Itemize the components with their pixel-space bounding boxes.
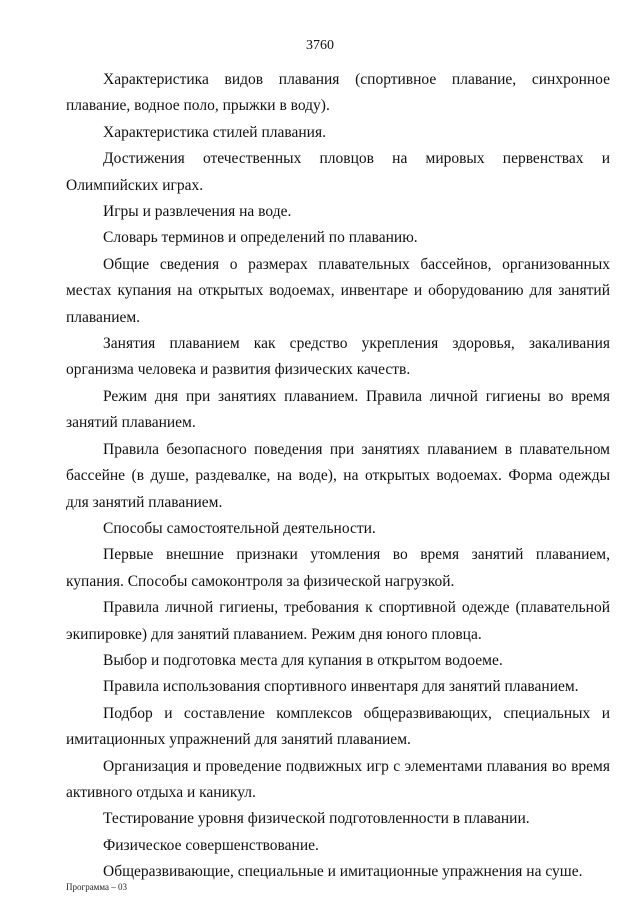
paragraph: Физическое совершенствование. [103, 836, 319, 854]
document-body [66, 67, 610, 886]
paragraph: Характеристика стилей плавания. [103, 123, 326, 141]
paragraph: Правила безопасного поведения при занятиях плаванием в плавательном бассейне (в душе, раздевалке, на воде), на открытых водоемах. Форма одежды для занятий плаванием. [66, 440, 610, 511]
paragraph: Режим дня при занятиях плаванием. Правила личной гигиены во время занятий плаванием. [66, 387, 610, 432]
paragraph: Организация и проведение подвижных игр с элементами плавания во время активного отдыха и каникул. [66, 757, 610, 801]
paragraph: Тестирование уровня физической подготовленности в плавании. [103, 810, 530, 828]
paragraph: Достижения отечественных пловцов на мировых первенствах и Олимпийских играх. [66, 150, 610, 194]
paragraph: Первые внешние признаки утомления во время занятий плаванием, купания. Способы самоконтроля за физической нагрузкой. [66, 546, 610, 590]
paragraph: Общие сведения о размерах плавательных бассейнов, организованных местах купания на открытых водоемах, инвентаре и оборудованию для занятий плаванием. [66, 255, 610, 326]
page-footer: Программа – 03 [66, 882, 128, 892]
paragraph: Подбор и составление комплексов общеразвивающих, специальных и имитационных упражнений для занятий плаванием. [66, 704, 610, 749]
paragraph: Занятия плаванием как средство укрепления здоровья, закаливания организма человека и развития физических качеств. [66, 335, 610, 379]
paragraph: Игры и развлечения на воде. [103, 203, 292, 221]
paragraph: Правила использования спортивного инвентаря для занятий плаванием. [103, 678, 579, 696]
paragraph: Общеразвивающие, специальные и имитационные упражнения на суше. [103, 863, 583, 881]
paragraph: Правила личной гигиены, требования к спортивной одежде (плавательной экипировке) для занятий плаванием. Режим дня юного пловца. [66, 599, 610, 643]
paragraph: Характеристика видов плавания (спортивное плавание, синхронное плавание, водное поло, прыжки в воду). [66, 71, 610, 115]
page-number: 3760 [306, 38, 334, 53]
paragraph: Способы самостоятельной деятельности. [103, 519, 376, 537]
paragraph: Словарь терминов и определений по плаванию. [103, 229, 418, 247]
paragraph: Выбор и подготовка места для купания в открытом водоеме. [103, 651, 503, 669]
